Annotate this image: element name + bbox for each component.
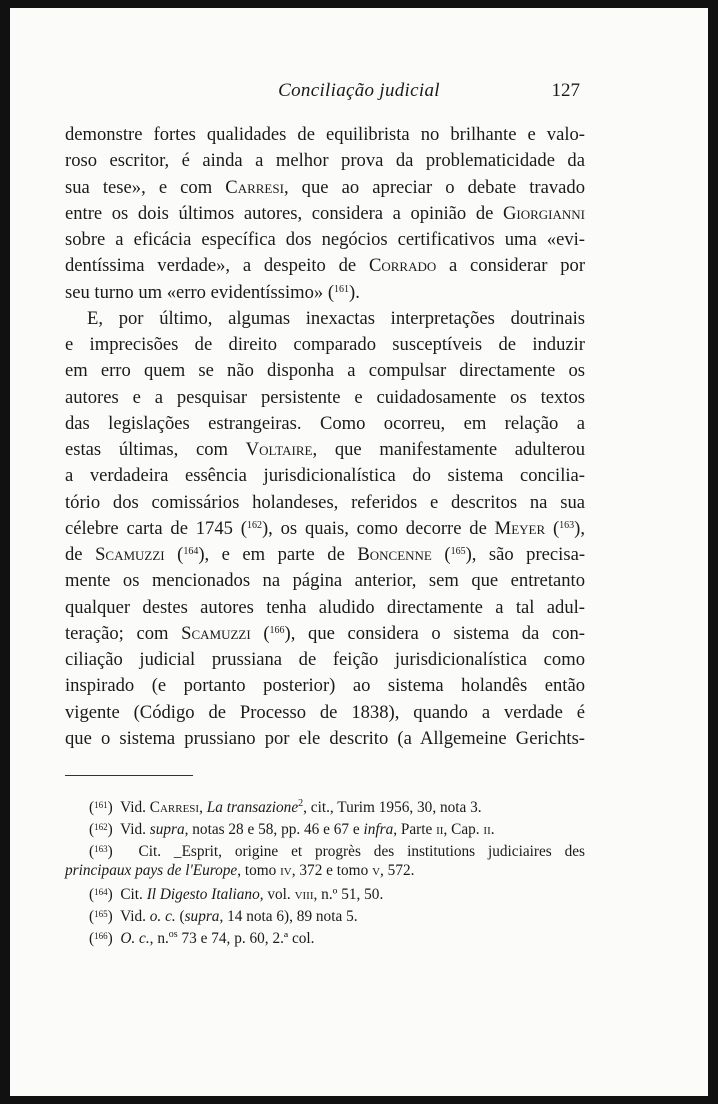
footnote-line: ($^{161}$) Vid. Carresi, La transazione$^2$, cit., Turim 1956, 30, nota 3. [89, 798, 482, 816]
text-line: qualquer destes autores tenha aludido directamente a tal adul- [65, 596, 585, 618]
text-line: roso escritor, é ainda a melhor prova da problematicidade da [65, 150, 585, 172]
text-line: estas últimas, com Voltaire, que manifestamente adulterou [65, 439, 585, 460]
footnotes [65, 795, 585, 948]
footnote-line: ($^{165}$) Vid. o. c. (supra, 14 nota 6), 89 nota 5. [89, 907, 358, 925]
text-line: sobre a eficácia específica dos negócios certificativos uma «evi- [65, 229, 585, 250]
page-header [10, 80, 708, 110]
text-line: vigente (Código de Processo de 1838), quando a verdade é [65, 701, 585, 723]
text-line: célebre carta de 1745 ($^{162}$), os quais, como decorre de Meyer ($^{163}$), [65, 517, 585, 539]
text-line: demonstre fortes qualidades de equilibrista no brilhante e valo- [65, 124, 585, 145]
text-line: e imprecisões de direito comparado susceptíveis de induzir [65, 334, 585, 355]
text-line: das legislações estrangeiras. Como ocorreu, em relação a [65, 412, 585, 434]
text-line: mente os mencionados na página anterior, sem que entretanto [65, 570, 585, 592]
text-line: dentíssima verdade», a despeito de Corrado a considerar por [65, 255, 586, 277]
text-line: de Scamuzzi ($^{164}$), e em parte de Boncenne ($^{165}$), são precisa- [65, 544, 586, 565]
text-line: inspirado (e portanto posterior) ao sistema holandês então [65, 675, 585, 697]
text-line: teração; com Scamuzzi ($^{166}$), que considera o sistema da con- [65, 622, 585, 644]
text-line: em erro quem se não disponha a compulsar directamente os [65, 360, 585, 382]
footnote-divider [65, 775, 193, 776]
text-line: entre os dois últimos autores, considera a opinião de Giorgianni [65, 202, 585, 224]
text-line: ciliação judicial prussiana de feição jurisdicionalística como [65, 649, 585, 670]
text-line: que o sistema prussiano por ele descrito (a Allgemeine Gerichts- [65, 727, 585, 749]
footnote-line: ($^{166}$) O. c., n.$^{os}$ 73 e 74, p. 60, 2.ª col. [89, 928, 315, 947]
text-line: tório dos comissários holandeses, referidos e descritos na sua [65, 491, 585, 513]
footnote-line: ($^{162}$) Vid. supra, notas 28 e 58, pp. 46 e 67 e infra, Parte ii, Cap. ii. [89, 820, 495, 838]
footnote-line: ($^{163}$) Cit. _Esprit, origine et progrès des institutions judiciaires des [89, 842, 585, 860]
text-line: sua tese», e com Carresi, que ao apreciar o debate travado [65, 176, 585, 198]
text-line: a verdadeira essência jurisdicionalística do sistema concilia- [65, 465, 585, 487]
page-number: 127 [551, 80, 580, 101]
footnote-line: ($^{164}$) Cit. Il Digesto Italiano, vol. viii, n.º 51, 50. [89, 886, 384, 904]
body-text [65, 122, 585, 752]
text-line: E, por último, algumas inexactas interpretações doutrinais [87, 307, 585, 329]
book-page [10, 8, 708, 1096]
text-line: autores e a pesquisar persistente e cuidadosamente os textos [65, 386, 585, 408]
text-line: seu turno um «erro evidentíssimo» ($^{161}$). [65, 281, 360, 303]
footnote-line: principaux pays de l'Europe, tomo iv, 372 e tomo v, 572. [65, 862, 415, 880]
running-title: Conciliação judicial [278, 80, 440, 101]
